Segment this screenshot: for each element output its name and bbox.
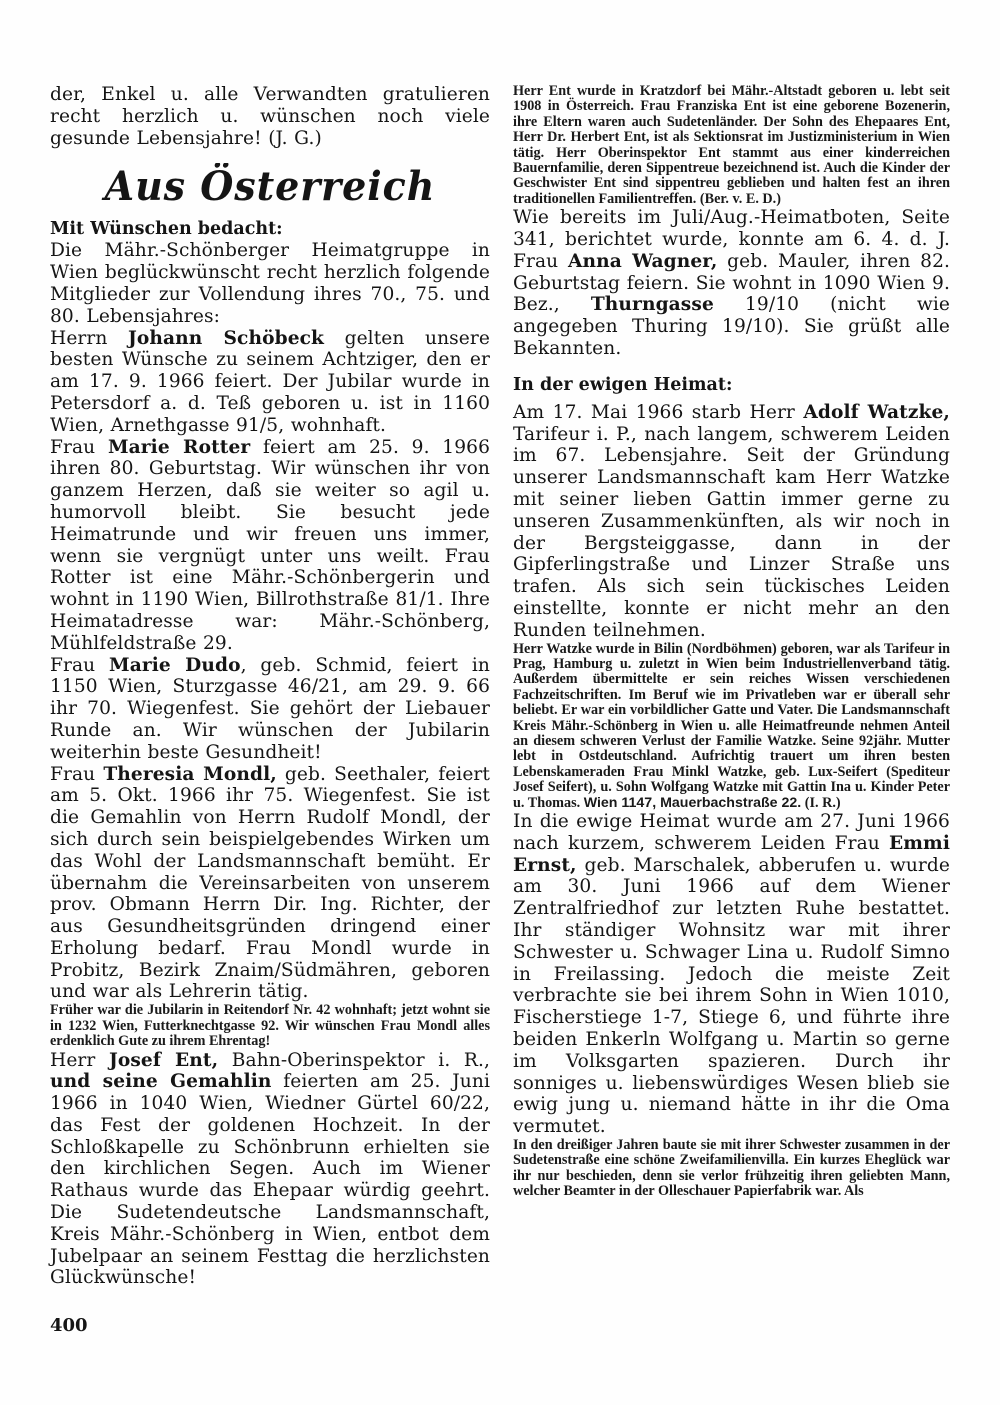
text: In die ewige Heimat wurde am 27. Juni 1966 nach kurzem, schwerem Leiden Frau xyxy=(513,811,950,854)
person-name: Theresia Mondl, xyxy=(103,763,277,785)
person-name: Marie Rotter xyxy=(107,436,251,458)
person-name: Josef Ent, xyxy=(108,1049,219,1071)
paragraph-watzke-small xyxy=(513,642,950,811)
street-name: Thurngasse xyxy=(590,294,714,316)
person-name: Marie Dudo xyxy=(109,654,241,676)
text: Frau xyxy=(50,436,108,458)
paragraph-schoebeck xyxy=(50,328,490,437)
paragraph-ent xyxy=(50,1050,490,1290)
paragraph-mondl xyxy=(50,764,490,1004)
subheading-birthdays: Mit Wünschen bedacht: xyxy=(50,219,283,240)
text: gelten unsere besten Wünsche zu seinem Achtziger, den er am 17. 9. 1966 feiert. Der Jubilar wurde in Petersdorf a. d. Teß geboren u. ist in 1160 Wien, Arnethgasse 91/5, wohnhaft. xyxy=(50,327,490,436)
person-name: und seine Gemahlin xyxy=(50,1071,272,1093)
intro-paragraph: der, Enkel u. alle Verwandten gratulieren recht herzlich u. wünschen noch viele gesunde Lebensjahre! (J. G.) xyxy=(50,84,490,149)
text: Frau xyxy=(50,763,104,785)
text: Am 17. Mai 1966 starb Herr xyxy=(513,401,804,423)
text: geb. Seethaler, feiert am 5. Okt. 1966 ihr 75. Wiegenfest. Sie ist die Gemahlin von Herrn Rudolf Mondl, der sich durch sein beispielgebendes Wirken um das Wohl der Landsmannschaft bemüht. Er übernahm die Vereinsarbeiten von unserem prov. Obmann Herrn Dir. Ing. Richter, der aus Gesundheitsgründen dringend einer Erholung bedarf. Frau Mondl wurde in Probitz, Bezirk Znaim/Südmähren, geboren und war als Lehrerin tätig. xyxy=(50,763,490,1003)
text: Herr xyxy=(50,1049,109,1071)
page-number: 400 xyxy=(50,1315,88,1336)
text: Herrn xyxy=(50,327,129,349)
text: , geb. Schmid, feiert in 1150 Wien, Sturzgasse 46/21, am 29. 9. 66 ihr 70. Wiegenfest. Sie gehört der Liebauer Runde an. Wir wünschen der Jubilarin weiterhin beste Gesundheit! xyxy=(50,654,490,763)
paragraph-ernst-small: In den dreißiger Jahren baute sie mit ihrer Schwester zusammen in der Sudetenstraße eine schöne Zweifamilienvilla. Ein kurzes Eheglück war ihr nur beschieden, denn sie verlor frühzeitig ihren geliebten Mann, welcher Beamter in der Olleschauer Papierfabrik war. Als xyxy=(513,1137,950,1200)
right-column xyxy=(513,84,950,1200)
subheading-obituaries: In der ewigen Heimat: xyxy=(513,374,733,395)
person-name: Adolf Watzke, xyxy=(803,401,950,423)
paragraph-mondl-small: Früher war die Jubilarin in Reitendorf Nr. 42 wohnhaft; jetzt wohnt sie in 1232 Wien, Futterknechtgasse 92. Wir wünschen Frau Mondl alles erdenklich Gute zu ihrem Ehrentag! xyxy=(50,1002,490,1050)
paragraph-watzke xyxy=(513,402,950,642)
person-name: Emmi Ernst, xyxy=(513,832,950,876)
text: geb. Mauler, ihren 82. Geburtstag feiern. Sie wohnt in 1090 Wien 9. Bez., xyxy=(513,250,951,316)
paragraph-wagner xyxy=(513,207,950,360)
paragraph-ent-small: Herr Ent wurde in Kratzdorf bei Mähr.-Altstadt geboren u. lebt seit 1908 in Österreich. Frau Franziska Ent ist eine geborene Bozenerin, ihre Eltern waren auch Sudetenländer. Der Sohn des Ehepaares Ent, Herr Dr. Herbert Ent, ist als Sektionsrat im Justizministerium in Wien tätig. Herr Oberinspektor Ent stammt aus einer kinderreichen Bauernfamilie, deren Sippentreue bezeichnend ist. Auch die Kinder der Geschwister Ent sind sippentreu geblieben und halten fest an ihren traditionellen Familientreffen. (Ber. v. E. D.) xyxy=(513,83,950,207)
paragraph-rotter xyxy=(50,437,490,655)
text: 19/10 (nicht wie angegeben Thuring 19/10). Sie grüßt alle Bekannten. xyxy=(513,294,951,360)
left-column xyxy=(50,84,490,1289)
text: feierten am 25. Juni 1966 in 1040 Wien, Wiedner Gürtel 60/22, das Fest der goldenen Hochzeit. In der Schloßkapelle zu Schönbrunn erhielten sie den kirchlichen Segen. Auch im Wiener Rathaus wurde das Ehepaar würdig geehrt. Die Sudetendeutsche Landsmannschaft, Kreis Mähr.-Schönberg in Wien, entbot dem Jubelpaar an seinem Festtag die herzlichsten Glückwünsche! xyxy=(50,1071,490,1289)
text: Tarifeur i. P., nach langem, schwerem Leiden im 67. Lebensjahre. Seit der Gründung unserer Landsmannschaft kam Herr Watzke mit seiner lieben Gattin immer gerne zu unseren Zusammenkünften, als wir noch in der Bergsteiggasse, dann in der Gipferlingstraße und Linzer Straße uns trafen. Als sich sein tückisches Leiden einstellte, konnte er nicht mehr an den Runden teilnehmen. xyxy=(513,423,950,641)
person-name: Johann Schöbeck xyxy=(128,327,325,349)
address: Wien 1147, Mauerbachstraße 22. xyxy=(583,794,802,811)
paragraph-heimatgruppe: Die Mähr.-Schönberger Heimatgruppe in Wien beglückwünscht recht herzlich folgende Mitglieder zur Vollendung ihres 70., 75. und 80. Lebensjahres: xyxy=(50,240,490,327)
text: geb. Marschalek, abberufen u. wurde am 30. Juni 1966 auf dem Wiener Zentralfriedhof zur letzten Ruhe bestattet. Ihr ständiger Wohnsitz war mit ihrer Schwester u. Schwager Lina u. Rudolf Simno in Freilassing. Jedoch die meiste Zeit verbrachte sie bei ihrem Sohn in Wien 1010, Fischerstiege 1-7, Stiege 6, und führte ihre beiden Enkerln Wolfgang u. Martin so gerne im Volksgarten spazieren. Durch ihr sonniges u. liebenswürdiges Wesen blieb sie ewig jung u. niemand hätte in ihr die Oma vermutet. xyxy=(513,854,950,1138)
paragraph-dudo xyxy=(50,655,490,764)
paragraph-ernst xyxy=(513,811,950,1138)
section-title: Aus Österreich xyxy=(104,163,436,211)
text: feiert am 25. 9. 1966 ihren 80. Geburtstag. Wir wünschen ihr von ganzem Herzen, daß sie weiter so agil u. humorvoll bleibt. Sie besucht jede Heimatrunde und wir freuen uns immer, wenn sie vergnügt unter uns weilt. Frau Rotter ist eine Mähr.-Schönbergerin und wohnt in 1190 Wien, Billrothstraße 81/1. Ihre Heimatadresse war: Mähr.-Schönberg, Mühlfeldstraße 29. xyxy=(50,436,491,654)
text: Frau xyxy=(50,654,110,676)
text: Bahn-Oberinspektor i. R., xyxy=(218,1049,490,1071)
person-name: Anna Wagner, xyxy=(567,250,718,272)
spacer xyxy=(513,360,950,374)
text: Wie bereits im Juli/Aug.-Heimatboten, Seite 341, berichtet wurde, konnte am 6. 4. d. J. Frau xyxy=(513,207,950,272)
text: Herr Watzke wurde in Bilin (Nordböhmen) geboren, war als Tarifeur in Prag, Hamburg u. zuletzt in Wien beim Industriellenverband tätig. Außerdem übermittelte er sein reiches Wissen verschiedenen Fachzeitschriften. Im Beruf wie im Privatleben war er überall sehr beliebt. Er war ein vorbildlicher Gatte und Vater. Die Landsmannschaft Kreis Mähr.-Schönberg in Wien u. alle Heimatfreunde nehmen Anteil an diesem schweren Verlust der Familie Watzke. Seine 92jähr. Mutter lebt in Ostdeutschland. Aufrichtig trauert um ihren besten Lebenskameraden Frau Minkl Watzke, geb. Lux-Seifert (Spediteur Josef Seifert), u. Sohn Wolfgang Watzke mit Gattin Ina u. Kinder Peter u. Thomas. xyxy=(513,640,950,811)
signature: (I. R.) xyxy=(801,794,841,811)
